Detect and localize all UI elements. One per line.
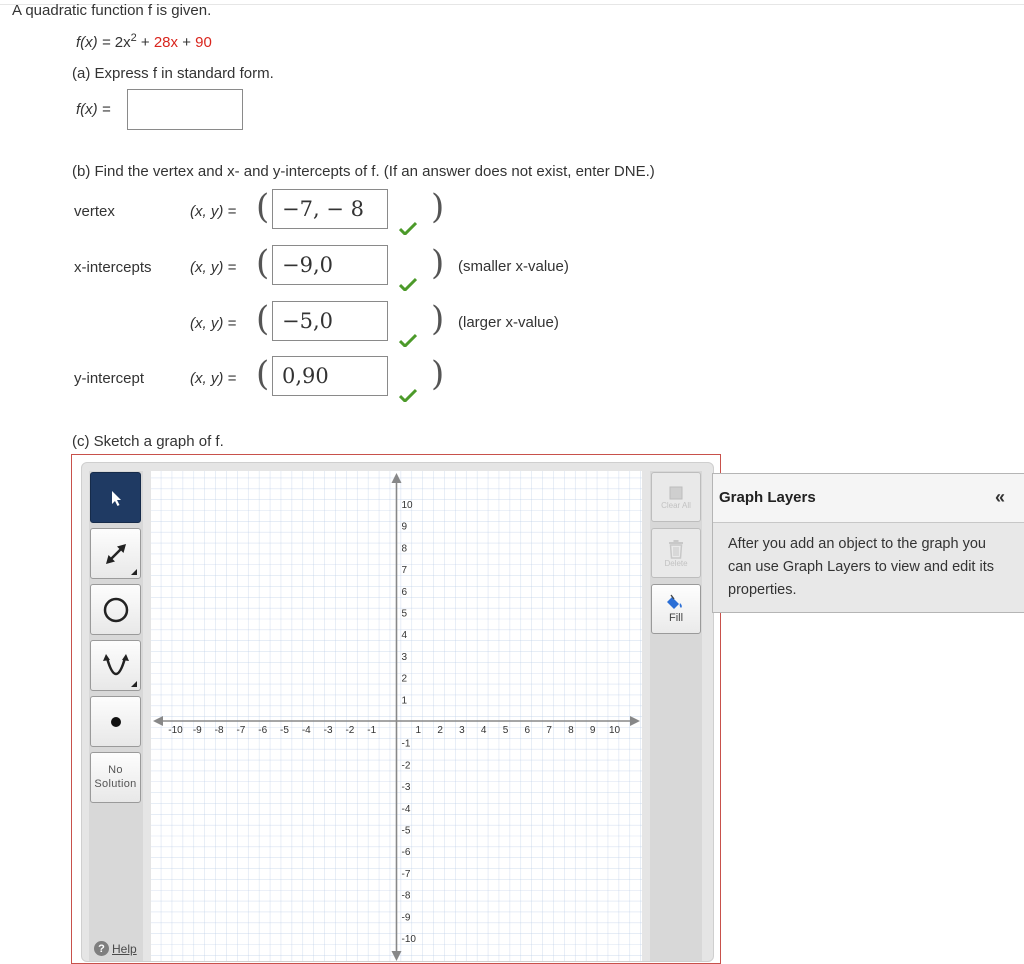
standard-form-input[interactable] [127,89,243,130]
graph-layers-title: Graph Layers [719,489,816,506]
clear-all-icon [668,485,684,501]
function-term2: 28x [153,34,179,51]
y-tick-label: -9 [401,912,411,924]
x-intercept-1-open-paren: ( [256,243,270,283]
y-tick-label: -7 [401,868,411,880]
x-tick-labels [168,725,620,736]
tool-options-corner-icon [131,569,137,575]
y-tick-label: 10 [401,500,413,511]
y-tick-label: 3 [401,651,408,663]
point-tool-button[interactable] [90,696,141,747]
y-tick-label: 9 [401,521,408,533]
x-tick-label: 1 [415,725,422,736]
fill-label: Fill [668,612,684,624]
y-intercept-close-paren: ) [431,354,445,394]
graph-layers-description: After you add an object to the graph you can use Graph Layers to view and edit its properties. [728,536,994,598]
no-solution-label-line2: Solution [94,777,137,790]
y-tick-label: -8 [401,890,411,902]
x-tick-label: 10 [608,725,621,736]
part-b-prompt: (b) Find the vertex and x- and y-intercepts of f. (If an answer does not exist, enter DNE.) [72,163,655,180]
no-solution-label [94,764,136,792]
clear-all-label: Clear All [661,500,691,510]
graph-canvas[interactable] [151,471,642,961]
line-tool-button[interactable] [90,528,141,579]
function-term3: 90 [195,34,212,51]
point-icon [109,715,123,729]
y-tick-label: -3 [401,782,411,794]
check-icon [399,333,417,347]
delete-label: Delete [664,558,688,568]
function-plus1: + [136,34,154,51]
function-term1: 2x [114,34,131,51]
no-solution-label-line1: No [108,763,123,776]
check-icon [399,277,417,291]
x-intercepts-label: x-intercepts [74,259,152,276]
trash-icon [667,539,685,559]
question-circle-icon: ? [94,941,109,956]
check-icon [399,388,417,402]
y-tick-label: 1 [401,695,408,707]
y-tick-labels [402,500,417,945]
x-intercept-1-input[interactable]: −9,0 [272,245,388,285]
y-tick-label: -6 [401,847,411,859]
x-intercept-1-note: (smaller x-value) [458,258,569,275]
part-a-answer-label: f(x) = [76,101,111,118]
help-link[interactable] [94,941,137,956]
vertex-xy-label: (x, y) = [190,203,237,220]
no-solution-button[interactable] [90,752,141,803]
x-intercept-1-xy-label: (x, y) = [190,259,237,276]
double-arrow-line-icon [100,538,132,570]
y-intercept-xy-label: (x, y) = [190,370,237,387]
x-intercept-2-open-paren: ( [256,299,270,339]
x-intercept-1-close-paren: ) [431,243,445,283]
y-tick-label: -4 [401,803,411,815]
x-axis-arrow-right-icon [630,716,640,726]
vertex-label: vertex [74,203,115,220]
y-axis-arrow-down-icon [392,951,402,961]
circle-tool-button[interactable] [90,584,141,635]
axes [153,473,640,961]
part-a-prompt: (a) Express f in standard form. [72,65,274,82]
delete-button[interactable] [651,528,701,578]
x-tick-label: -5 [280,725,289,736]
x-tick-label: -4 [301,725,311,736]
x-intercept-2-note: (larger x-value) [458,314,559,331]
x-tick-label: 6 [524,725,531,736]
x-tick-label: -3 [323,725,333,736]
y-tick-label: -2 [401,760,411,772]
y-tick-label: 8 [401,543,408,555]
y-tick-label: -5 [401,825,411,837]
x-tick-label: -6 [258,725,268,736]
tool-options-corner-icon [131,681,137,687]
function-lhs: f(x) = [76,34,115,51]
vertex-close-paren: ) [431,187,445,227]
y-tick-label: -1 [401,738,411,750]
problem-intro: A quadratic function f is given. [12,2,212,19]
x-tick-label: -2 [345,725,355,736]
vertex-input[interactable]: −7, − 8 [272,189,388,229]
help-label: Help [112,941,137,956]
x-tick-label: -8 [214,725,224,736]
y-tick-label: 7 [401,565,408,577]
x-tick-label: 2 [437,725,443,736]
x-tick-label: -1 [367,725,377,736]
x-intercept-2-close-paren: ) [431,299,445,339]
circle-icon [101,595,131,625]
parabola-tool-button[interactable] [90,640,141,691]
x-tick-label: 9 [589,725,596,736]
collapse-icon[interactable]: « [995,487,1006,507]
y-intercept-input[interactable]: 0,90 [272,356,388,396]
check-icon [399,221,417,235]
x-tick-label: -7 [236,725,246,736]
x-tick-label: -9 [192,725,202,736]
y-tick-label: 2 [401,673,408,685]
x-tick-label: 3 [459,725,465,736]
x-intercept-2-xy-label: (x, y) = [190,315,237,332]
x-tick-label: 4 [480,725,487,736]
y-intercept-label: y-intercept [74,370,145,387]
clear-all-button[interactable] [651,472,701,522]
x-tick-label: -10 [168,725,183,736]
parabola-icon [100,650,132,682]
x-tick-label: 5 [502,725,509,736]
function-term1-exponent: 2 [130,32,137,44]
x-intercept-2-input[interactable]: −5,0 [272,301,388,341]
function-plus2: + [178,34,196,51]
part-c-prompt: (c) Sketch a graph of f. [72,433,224,450]
vertex-open-paren: ( [256,187,270,227]
function-definition [76,34,212,51]
paint-bucket-icon [666,594,686,612]
x-tick-label: 8 [568,725,574,736]
x-tick-label: 7 [546,725,552,736]
x-axis-arrow-left-icon [153,716,163,726]
y-intercept-open-paren: ( [256,354,270,394]
y-tick-label: 6 [401,586,408,598]
y-tick-label: 4 [401,630,408,642]
fill-button[interactable] [651,584,701,634]
select-tool-button[interactable] [90,472,141,523]
y-tick-label: -10 [401,934,416,945]
y-tick-label: 5 [401,608,408,620]
arrow-pointer-icon [108,489,124,507]
